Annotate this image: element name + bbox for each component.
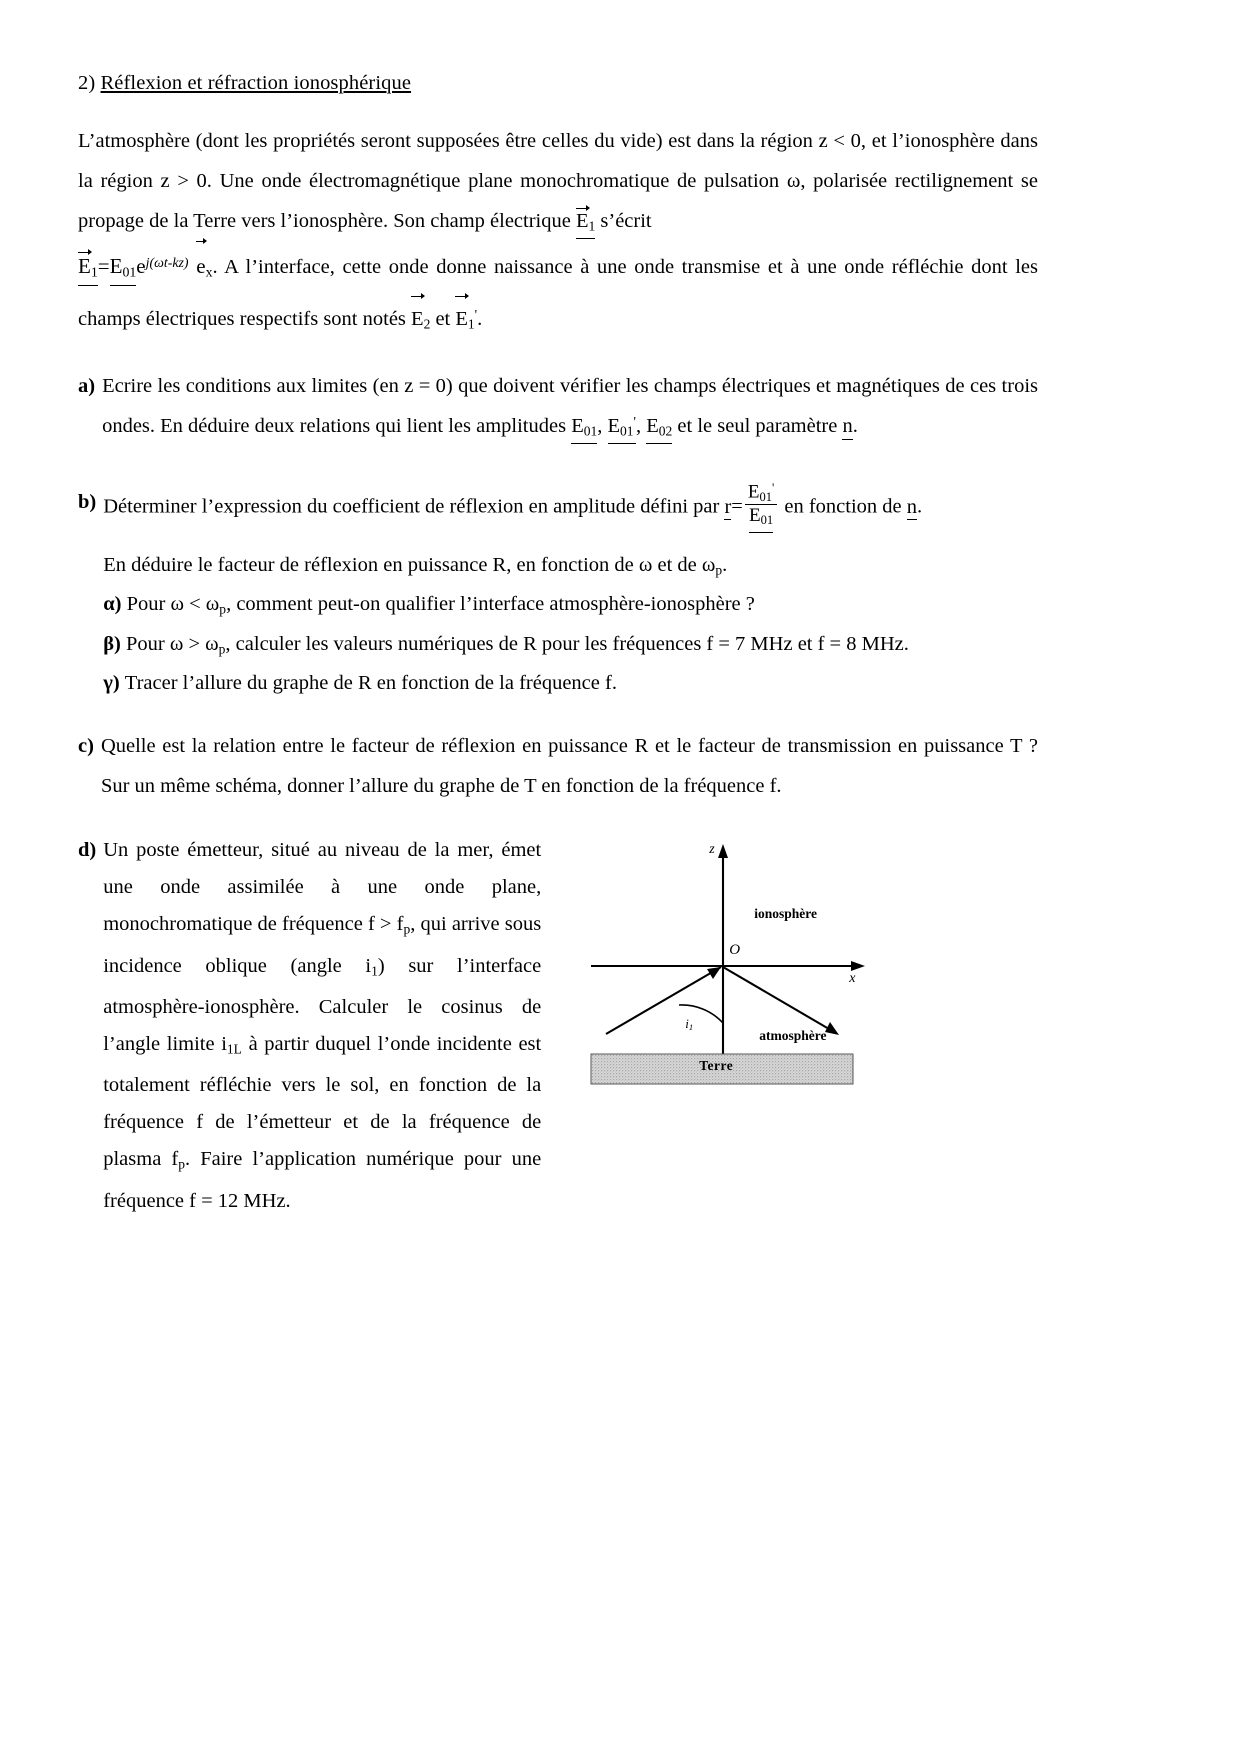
amp3-letter: E — [646, 415, 659, 438]
axis-x-arrowhead — [851, 961, 865, 971]
question-d-part5: . Faire l’application numérique pour une fréquence f = 12 MHz. — [103, 1148, 542, 1212]
amplitude-E01 — [571, 416, 597, 444]
fp-sub-2: p — [178, 1156, 185, 1172]
question-b-subline-beta — [103, 627, 1038, 666]
subline-alpha-tail: , comment peut-on qualifier l’interface atmosphère-ionosphère ? — [226, 593, 755, 616]
incident-field-letter: E — [575, 210, 589, 232]
intro-end-period: . — [477, 307, 483, 330]
eq-lhs-sub: 1 — [90, 264, 98, 280]
fraction-numerator — [745, 481, 777, 504]
question-a-part3: . — [852, 415, 858, 438]
frac-num-sub: 01 — [759, 489, 772, 504]
subline-alpha-marker: α) — [103, 593, 122, 616]
axis-label-x: x — [849, 971, 856, 987]
subline-gamma-marker: γ) — [103, 672, 120, 695]
fp-sub-1: p — [403, 921, 411, 937]
iL-sub: 1L — [226, 1041, 242, 1057]
intro-text-part2: s’écrit — [600, 210, 652, 232]
question-a-part2: et le seul paramètre — [677, 415, 838, 438]
section-title-number: 2) — [78, 72, 96, 94]
subline-beta-sub: p — [218, 641, 226, 657]
transmitted-sub: 2 — [423, 316, 431, 332]
subline-0-tail: . — [722, 554, 728, 577]
subline-beta-text: Pour ω > ω — [126, 632, 219, 655]
frac-den-sub: 01 — [760, 513, 774, 528]
question-d-part2: , qui arrive sous incidence oblique (angle i — [103, 913, 542, 977]
question-b-subline-alpha — [103, 587, 1038, 626]
intro-equation-paragraph — [78, 241, 1038, 344]
reflected-prime: ' — [474, 306, 478, 322]
amplitude-E01-prime — [608, 411, 636, 444]
question-a-label: a) — [78, 375, 96, 398]
reflected-ray — [723, 967, 829, 1029]
incident-field-symbol — [576, 209, 595, 239]
question-b — [78, 482, 1038, 700]
amp3-sub: 02 — [658, 423, 673, 439]
incident-ray — [606, 967, 721, 1034]
question-b-n: n — [907, 497, 917, 521]
subline-0-sub: p — [715, 562, 723, 578]
intro-and: et — [435, 307, 451, 330]
amp1-letter: E — [571, 415, 584, 438]
eq-amp-letter: E — [109, 254, 123, 279]
label-incidence-angle — [685, 1016, 693, 1032]
reflected-letter: E — [455, 307, 468, 330]
amp2-letter: E — [607, 415, 621, 438]
question-b-subline-gamma — [103, 666, 1038, 700]
question-b-part1: Déterminer l’expression du coefficient de réflexion en amplitude défini par — [103, 495, 720, 518]
axis-label-z: z — [709, 842, 715, 858]
reflected-ray-arrowhead — [825, 1022, 839, 1035]
amp2-prime: ' — [633, 414, 636, 430]
reflection-fraction — [745, 481, 777, 533]
subline-alpha-text: Pour ω < ω — [126, 593, 220, 616]
intro-paragraph — [78, 121, 1038, 241]
eq-exponent: j(ωt-kz) — [145, 255, 189, 270]
question-d-part3: ) sur l’interface atmosphère-ionosphère. Calculer le cosinus de l’angle limite i — [103, 954, 542, 1055]
question-c-text: Quelle est la relation entre le facteur de réflexion en puissance R et le facteur de transmission en puissance T ? Sur un même schéma, donner l’allure du graphe de T en fonction de la fréquence f. — [100, 735, 1038, 798]
subline-beta-marker: β) — [103, 632, 121, 655]
section-title — [78, 72, 1038, 95]
question-d-part1: Un poste émetteur, situé au niveau de la mer, émet une onde assimilée à une onde plane, monochromatique de fréquence f > f — [103, 839, 542, 936]
incident-field-sub: 1 — [588, 218, 596, 234]
label-atmosphere: atmosphère — [759, 1028, 827, 1044]
fraction-denominator — [745, 504, 777, 533]
question-d — [78, 832, 1038, 1220]
question-b-label: b) — [78, 491, 97, 514]
question-b-line1 — [103, 482, 1038, 534]
r-equals: = — [731, 495, 743, 518]
eq-amp-sub: 01 — [122, 264, 137, 280]
reflection-coefficient-r: r — [724, 497, 731, 521]
section-title-text: Réflexion et réfraction ionosphérique — [100, 72, 412, 94]
question-b-part2: en fonction de — [784, 495, 902, 518]
question-b-subline-0 — [103, 548, 1038, 587]
label-ionosphere: ionosphère — [754, 906, 817, 922]
subline-alpha-sub: p — [219, 601, 227, 617]
question-b-part3: . — [917, 495, 923, 518]
question-d-text — [103, 832, 541, 1220]
incident-field-equation — [78, 254, 213, 278]
amplitude-E02 — [646, 416, 672, 444]
intro-text-part3: . A l’interface, cette onde donne naissance à une onde transmise et à une onde réfléchie dont les champs électriques respectifs sont notés — [78, 256, 1038, 330]
question-a-text: Ecrire les conditions aux limites (en z = 0) que doivent vérifier les champs électriques et magnétiques de ces trois ondes. En déduire deux relations qui lient les amplitudes $E_{01}$, $E_{01}'$, $E_{02}$ et le seul paramètre n. — [102, 366, 1038, 446]
intro-text-part1: L’atmosphère (dont les propriétés seront supposées être celles du vide) est dans la région z < 0, et l’ionosphère dans la région z > 0. Une onde électromagnétique plane monochromatique de pulsation ω, polarisée rectilignement se propage de la Terre vers l’ionosphère. Son champ électrique — [78, 130, 1038, 232]
frac-num-letter: E — [747, 481, 760, 503]
document-content — [78, 72, 1038, 1220]
frac-num-prime: ' — [771, 481, 775, 496]
reflected-field-symbol — [455, 297, 468, 339]
i1-sub: 1 — [371, 962, 378, 978]
axis-z-arrowhead — [718, 844, 728, 858]
amp2-sub: 01 — [620, 423, 634, 439]
reflected-sub: 1 — [467, 316, 475, 332]
eq-exp-base: e — [136, 254, 146, 279]
subline-beta-tail: , calculer les valeurs numériques de R pour les fréquences f = 7 MHz et f = 8 MHz. — [225, 632, 909, 655]
eq-lhs-letter: E — [78, 254, 91, 279]
amp1-sub: 01 — [583, 423, 598, 439]
subline-0-text: En déduire le facteur de réflexion en puissance R, en fonction de ω et de ω — [103, 554, 716, 577]
question-c — [78, 726, 1038, 806]
question-d-part4: à partir duquel l’onde incidente est totalement réfléchie vers le sol, en fonction de la fréquence f de l’émetteur et de la fréquence de plasma f — [103, 1032, 542, 1171]
angle-letter: i — [685, 1016, 689, 1032]
eq-unit-sub: x — [205, 264, 213, 280]
ionosphere-diagram — [571, 836, 871, 1106]
origin-label: O — [729, 942, 741, 959]
frac-den-letter: E — [748, 504, 761, 526]
question-a-part1: Ecrire les conditions aux limites (en z = 0) que doivent vérifier les champs électriques et magnétiques de ces trois ondes. En déduire deux relations qui lient les amplitudes — [102, 375, 1038, 438]
question-a — [78, 366, 1038, 446]
eq-equals: = — [97, 254, 110, 279]
question-c-label: c) — [78, 735, 94, 758]
parameter-n: n — [842, 416, 852, 440]
angle-sub: 1 — [688, 1022, 694, 1033]
label-terre: Terre — [699, 1058, 734, 1074]
transmitted-field-symbol — [411, 297, 424, 339]
transmitted-letter: E — [411, 307, 424, 330]
question-d-label: d) — [78, 839, 97, 862]
question-b-text — [103, 482, 1038, 700]
eq-unit-letter: e — [196, 254, 206, 279]
subline-gamma-text: Tracer l’allure du graphe de R en fonction de la fréquence f. — [124, 672, 617, 695]
